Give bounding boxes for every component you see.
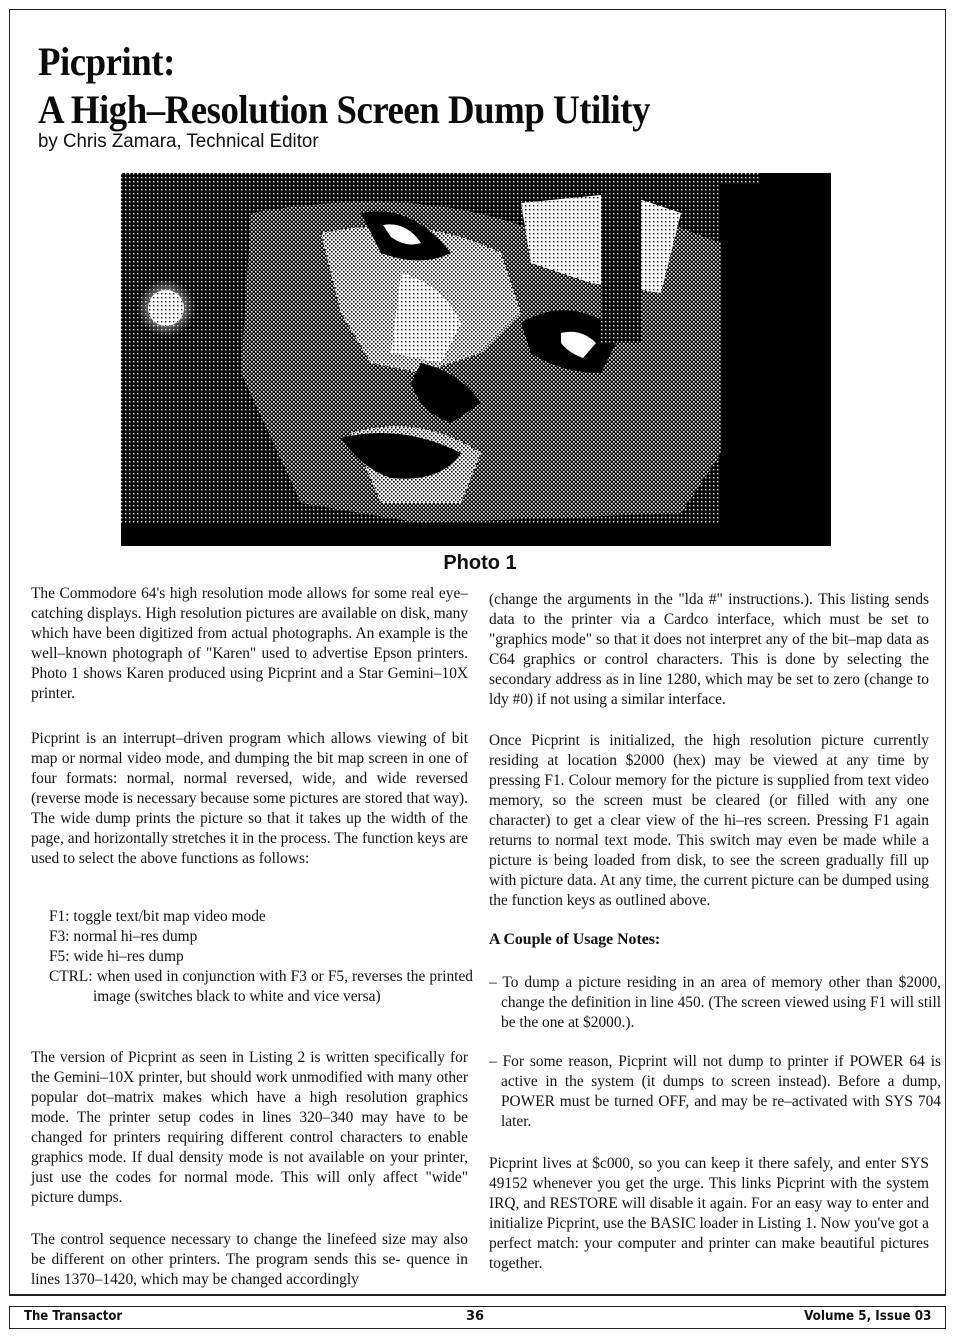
function-key-item [49, 947, 468, 967]
usage-note: – For some reason, Picprint will not dump to printer if POWER 64 is active in the system (it dumps to screen instead). Before a dump, POWER must be turned OFF, and may be re–activated with SYS 704 later. [489, 1053, 941, 1130]
dithered-portrait-image [121, 173, 831, 546]
paragraph: The control sequence necessary to change the linefeed size may also be different on other printers. The program sends this se- quence in lines 1370–1420, which may be changed accordingly [31, 1231, 468, 1288]
function-key-item [49, 927, 468, 947]
key-description: toggle text/bit map video mode [73, 908, 266, 925]
key-label: F5: [49, 948, 70, 965]
title-line-1: Picprint: [38, 39, 175, 84]
publication-name: The Transactor [24, 1309, 123, 1324]
photo-caption: Photo 1 [443, 552, 517, 574]
page-footer [9, 1306, 946, 1329]
key-label: F1: [49, 908, 70, 925]
usage-note: – To dump a picture residing in an area of memory other than $2000, change the definition in line 450. (The screen viewed using F1 will still be the one at $2000.). [489, 974, 941, 1031]
paragraph: Picprint is an interrupt–driven program which allows viewing of bit map or normal video mode, and dumping the bit map screen in one of four formats: normal, normal reversed, wide, and wide reversed (reverse mode is necessary because some pictures are stored that way). The wide dump prints the picture so that it takes up the width of the page, and horizontally stretches it in the process. The function keys are used to select the above functions as follows: [31, 730, 468, 867]
function-key-item [49, 907, 468, 927]
title-line-2: A High–Resolution Screen Dump Utility [38, 87, 651, 132]
key-description: normal hi–res dump [73, 928, 198, 945]
paragraph: (change the arguments in the "lda #" instructions.). This listing sends data to the printer via a Cardco interface, which must be set to "graphics mode" so that it does not interpret any of the bit–map data as C64 graphics or control characters. This is done by selecting the secondary address as in line 1280, which may be set to zero (change to ldy #0) if not using a similar interface. [489, 591, 929, 708]
key-description: when used in conjunction with F3 or F5, reverses the printed image (switches black to white and vice versa) [93, 968, 473, 1005]
key-label: F3: [49, 928, 70, 945]
key-label: CTRL: [49, 968, 93, 985]
paragraph: Once Picprint is initialized, the high resolution picture currently residing at location $2000 (hex) may be viewed at any time by pressing F1. Colour memory for the picture is supplied from text video memory, so the screen must be cleared (or filled with any one character) to get a clear view of the hi–res screen. Pressing F1 again returns to normal text mode. This switch may even be made while a picture is being loaded from disk, to see the screen gradually fill up with picture data. At any time, the current picture can be dumped using the function keys as outlined above. [489, 732, 929, 909]
page-number: 36 [466, 1309, 485, 1324]
paragraph: The Commodore 64's high resolution mode allows for some real eye–catching displays. High resolution pictures are available on disk, many which have been digitized from actual photographs. An example is the well–known photograph of "Karen" used to advertise Epson printers. Photo 1 shows Karen produced using Picprint and a Star Gemini–10X printer. [31, 585, 468, 702]
function-key-list [31, 907, 473, 1007]
function-key-item [49, 967, 473, 1007]
photo-karen-dither [121, 173, 831, 546]
paragraph: The version of Picprint as seen in Listing 2 is written specifically for the Gemini–10X printer, but should work unmodified with many other popular dot–matrix makes which have a high resolution graphics mode. The printer setup codes in lines 320–340 may have to be changed for printers requiring different control characters to enable graphics mode. If dual density mode is not available on your printer, just use the codes for normal mode. This will only affect "wide" picture dumps. [31, 1049, 468, 1206]
byline: by Chris Zamara, Technical Editor [38, 130, 319, 152]
paragraph: Picprint lives at $c000, so you can keep it there safely, and enter SYS 49152 whenever you get the urge. This links Picprint with the system IRQ, and RESTORE will disable it again. For an easy way to enter and initialize Picprint, use the BASIC loader in Listing 1. Now you've got a perfect match: your computer and printer can make beautiful pictures together. [489, 1155, 929, 1272]
issue-label: Volume 5, Issue 03 [803, 1309, 931, 1324]
key-description: wide hi–res dump [73, 948, 184, 965]
article-title [38, 38, 650, 134]
usage-notes-heading: A Couple of Usage Notes: [489, 931, 661, 948]
